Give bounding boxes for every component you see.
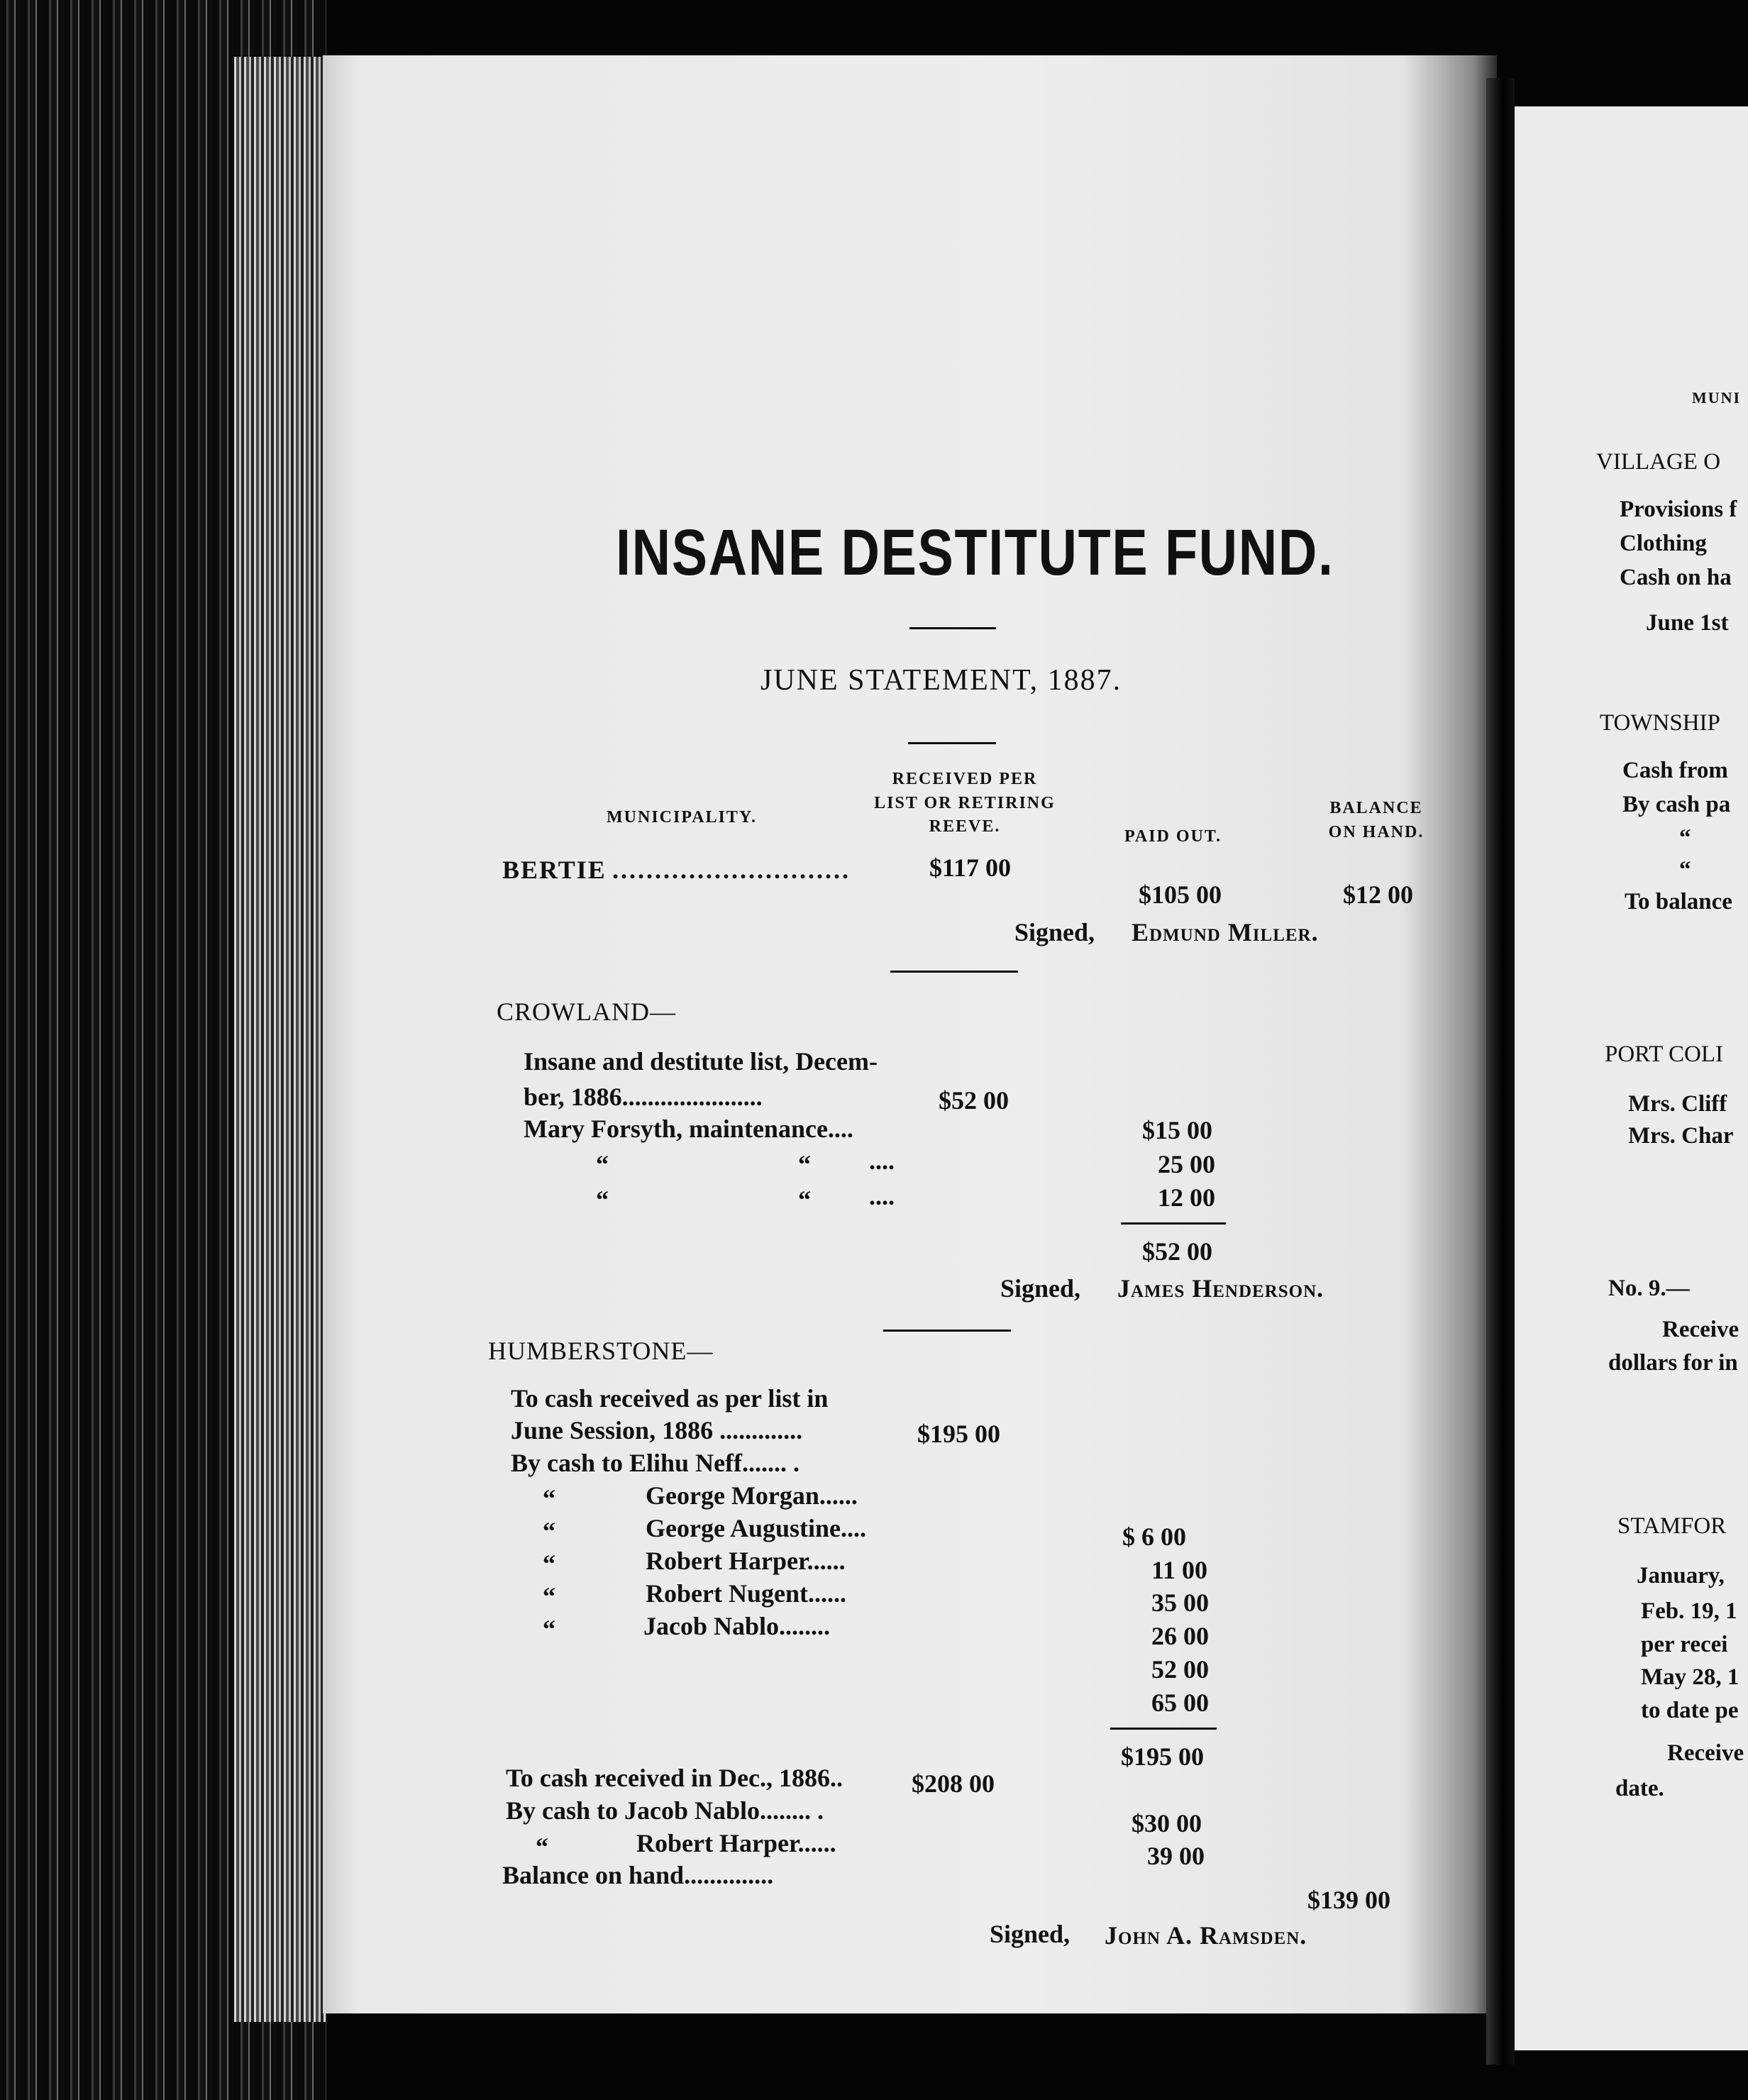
humberstone-payee: Jacob Nablo........ [643, 1612, 831, 1640]
balance-header-line-2: ON HAND. [1328, 822, 1425, 841]
right-page-text: per recei [1641, 1632, 1728, 1657]
humberstone-line-6: Robert Harper...... [636, 1829, 836, 1857]
crowland-signed-label: Signed, [1000, 1274, 1081, 1303]
crowland-payment: $15 00 [1142, 1116, 1212, 1144]
right-page-text: January, [1637, 1563, 1725, 1588]
humberstone-line-2: June Session, 1886 ............. [511, 1416, 803, 1444]
right-page-text: Provisions f [1620, 497, 1737, 522]
right-page-text: By cash pa [1622, 792, 1731, 817]
right-page-text: dollars for in [1608, 1350, 1738, 1376]
humberstone-payment: $30 00 [1132, 1809, 1202, 1838]
crowland-sum-rule [1121, 1222, 1226, 1225]
humberstone-ditto: “ [536, 1833, 548, 1861]
humberstone-line-4: To cash received in Dec., 1886.. [506, 1764, 843, 1792]
humberstone-payment: 52 00 [1151, 1655, 1209, 1684]
crowland-received: $52 00 [939, 1086, 1009, 1115]
crowland-heading: CROWLAND— [497, 998, 676, 1026]
humberstone-payment: $ 6 00 [1122, 1522, 1186, 1551]
humberstone-received-1: $195 00 [917, 1420, 1000, 1448]
column-header-balance [1312, 797, 1440, 844]
right-page-text: June 1st [1646, 610, 1729, 636]
humberstone-payment: 26 00 [1151, 1622, 1209, 1650]
humberstone-ditto: “ [543, 1517, 555, 1545]
book-page-stack [234, 57, 326, 2022]
humberstone-payee: George Morgan...... [646, 1481, 858, 1510]
crowland-ditto-2a: “ [596, 1186, 609, 1214]
right-page-text: May 28, 1 [1641, 1664, 1739, 1690]
right-page [1515, 106, 1748, 2050]
humberstone-signature: John A. Ramsden. [1105, 1921, 1307, 1950]
humberstone-payment: 11 00 [1151, 1556, 1208, 1584]
crowland-ditto-2b: “ [798, 1186, 811, 1214]
right-page-text: VILLAGE O [1596, 449, 1721, 475]
bertie-signed-label: Signed, [1014, 918, 1095, 946]
humberstone-balance: $139 00 [1307, 1886, 1390, 1914]
humberstone-payment: 35 00 [1151, 1588, 1209, 1617]
crowland-ditto-1-dots: .... [869, 1146, 895, 1175]
balance-header-line-1: BALANCE [1329, 799, 1423, 817]
bertie-received: $117 00 [929, 853, 1012, 882]
humberstone-total: $195 00 [1121, 1742, 1204, 1771]
right-page-text: “ [1679, 825, 1691, 851]
crowland-ditto-2-dots: .... [869, 1182, 895, 1210]
humberstone-payment: 65 00 [1151, 1689, 1209, 1717]
right-page-text: Receive [1662, 1317, 1739, 1342]
bertie-leader: ............................ [612, 856, 851, 884]
crowland-signature: James Henderson. [1117, 1274, 1324, 1303]
humberstone-ditto: “ [543, 1615, 555, 1643]
humberstone-received-2: $208 00 [912, 1769, 995, 1798]
right-page-text: TOWNSHIP [1600, 710, 1720, 736]
humberstone-sum-rule [1110, 1728, 1217, 1730]
right-page-text: Cash on ha [1620, 565, 1732, 590]
right-page-text: date. [1615, 1776, 1664, 1801]
crowland-ditto-1a: “ [596, 1150, 609, 1178]
right-page-text: Mrs. Char [1628, 1123, 1734, 1149]
subtitle-divider [908, 742, 996, 744]
received-header-line-1: RECEIVED PER [892, 770, 1038, 788]
crowland-line-2: ber, 1886...................... [524, 1083, 763, 1111]
crowland-divider [883, 1330, 1011, 1332]
right-page-text: STAMFOR [1617, 1513, 1727, 1539]
crowland-line-1: Insane and destitute list, Decem- [524, 1047, 878, 1076]
right-page-text: Receive [1667, 1740, 1744, 1766]
right-page-text: “ [1679, 857, 1691, 883]
humberstone-heading: HUMBERSTONE— [488, 1337, 714, 1365]
column-header-received [858, 768, 1071, 839]
book-gutter [1486, 78, 1515, 2065]
right-page-text: MUNI [1692, 389, 1742, 407]
right-page-text: Mrs. Cliff [1628, 1091, 1727, 1117]
crowland-ditto-1b: “ [798, 1150, 811, 1178]
right-page-text: Clothing [1620, 531, 1707, 556]
right-page-text: Feb. 19, 1 [1641, 1598, 1737, 1624]
bertie-name: BERTIE [502, 856, 607, 884]
right-page-text: Cash from [1622, 758, 1728, 783]
crowland-total: $52 00 [1142, 1237, 1212, 1266]
humberstone-line-1: To cash received as per list in [511, 1384, 829, 1413]
received-header-line-3: REEVE. [929, 817, 1001, 836]
bertie-signature: Edmund Miller. [1132, 918, 1319, 946]
crowland-payment: 25 00 [1158, 1150, 1215, 1178]
received-header-line-2: LIST OR RETIRING [874, 793, 1056, 812]
page-subtitle: JUNE STATEMENT, 1887. [760, 664, 1122, 697]
bertie-paid: $105 00 [1139, 880, 1222, 909]
right-page-text: To balance [1625, 889, 1732, 914]
right-page-text: PORT COLI [1605, 1041, 1724, 1067]
humberstone-line-7: Balance on hand.............. [502, 1861, 774, 1889]
title-divider [909, 627, 996, 629]
crowland-line-3: Mary Forsyth, maintenance.... [524, 1115, 853, 1143]
humberstone-ditto: “ [543, 1582, 555, 1610]
humberstone-payee: Robert Harper...... [646, 1547, 846, 1575]
bertie-balance: $12 00 [1343, 880, 1413, 909]
bertie-divider [890, 971, 1018, 973]
humberstone-payee: George Augustine.... [646, 1514, 866, 1542]
humberstone-line-3: By cash to Elihu Neff....... . [511, 1449, 800, 1477]
right-page-text: to date pe [1641, 1698, 1739, 1723]
column-header-municipality: MUNICIPALITY. [607, 808, 758, 827]
humberstone-ditto: “ [543, 1484, 555, 1513]
humberstone-payee: Robert Nugent...... [646, 1579, 846, 1608]
left-page [323, 55, 1497, 2013]
humberstone-signed-label: Signed, [990, 1920, 1071, 1948]
right-page-text: No. 9.— [1608, 1276, 1690, 1301]
page-title: INSANE DESTITUTE FUND. [616, 516, 1334, 589]
humberstone-payment: 39 00 [1147, 1842, 1205, 1870]
humberstone-line-5: By cash to Jacob Nablo........ . [506, 1796, 824, 1825]
column-header-paid-out: PAID OUT. [1124, 827, 1222, 846]
humberstone-ditto: “ [543, 1549, 555, 1578]
crowland-payment: 12 00 [1158, 1183, 1215, 1212]
